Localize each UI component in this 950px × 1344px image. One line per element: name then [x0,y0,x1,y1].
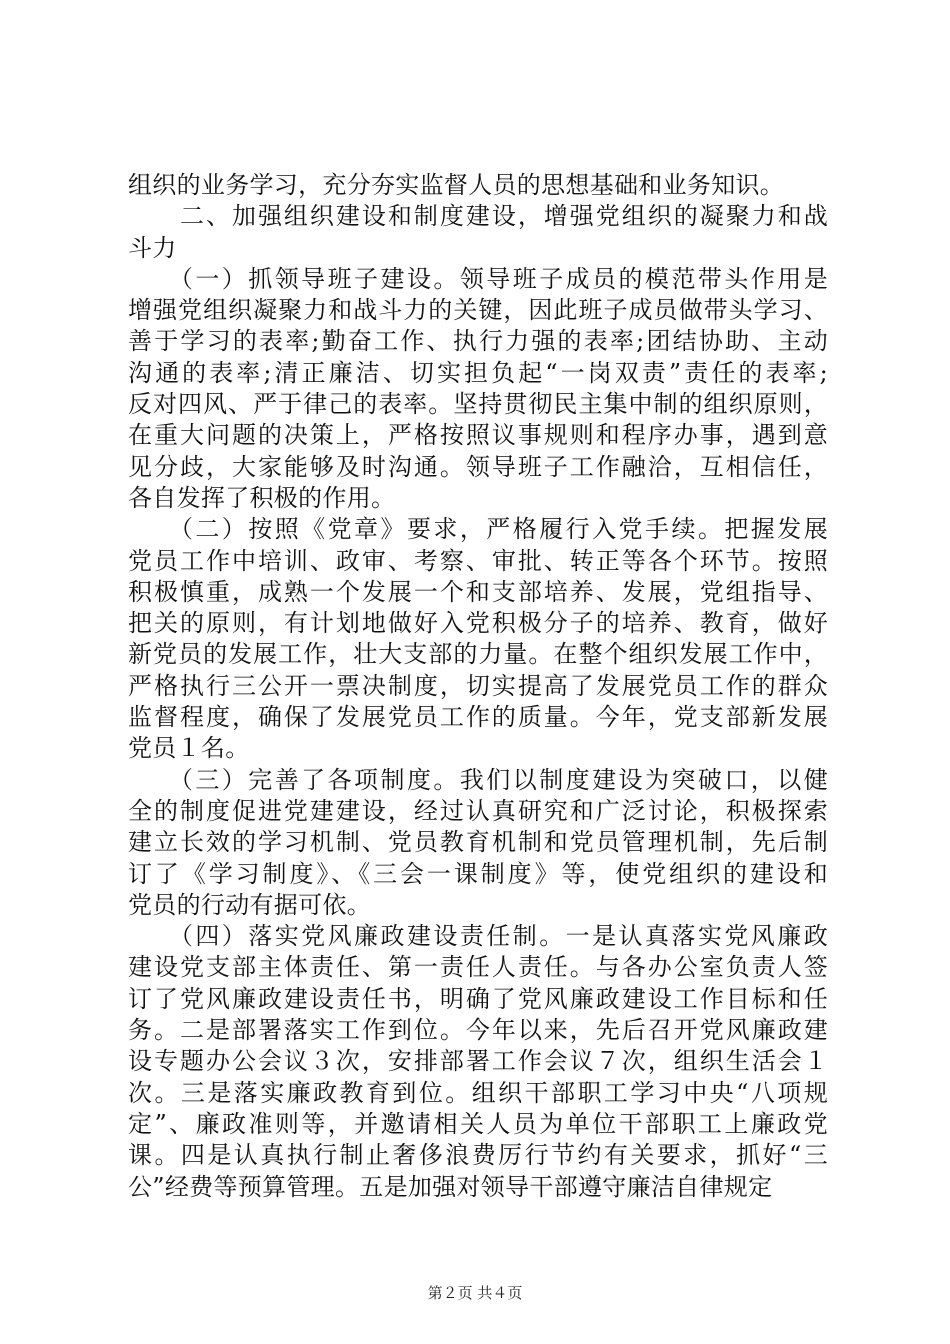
page-number-footer: 第２页 共４页 [427,1284,523,1302]
text-line: 反对四风、严于律己的表率。坚持贯彻民主集中制的组织原则， [128,390,828,419]
text-line: 订了《学习制度》、《三会一课制度》等，使党组织的建设和 [128,859,828,888]
text-line: 设专题办公会议３次，安排部署工作会议７次，组织生活会１ [128,1047,828,1076]
text-line: 组织的业务学习，充分夯实监督人员的思想基础和业务知识。 [128,171,785,199]
text-line: 定”、廉政准则等，并邀请相关人员为单位干部职工上廉政党 [128,1109,828,1138]
text-line: 把关的原则，有计划地做好入党积极分子的培养、教育，做好 [128,609,828,638]
text-line: 二、加强组织建设和制度建设，增强党组织的凝聚力和战 [128,202,828,231]
text-line: 建设党支部主体责任、第一责任人责任。与各办公室负责人签 [128,953,828,982]
document-body [128,170,828,1203]
text-line: （二）按照《党章》要求，严格履行入党手续。把握发展 [128,515,828,544]
text-line: 积极慎重，成熟一个发展一个和支部培养、发展，党组指导、 [128,577,828,606]
paragraph-intro-tail [128,170,828,201]
text-line: 课。四是认真执行制止奢侈浪费厉行节约有关要求，抓好“三 [128,1141,828,1170]
text-line: 斗力 [128,233,177,262]
text-line: 新党员的发展工作，壮大支部的力量。在整个组织发展工作中， [128,640,828,669]
paragraph-2 [128,514,828,764]
text-line: 监督程度，确保了发展党员工作的质量。今年，党支部新发展 [128,703,828,732]
paragraph-3 [128,765,828,921]
text-line: 公”经费等预算管理。五是加强对领导干部遵守廉洁自律规定 [128,1172,773,1201]
text-line: 全的制度促进党建建设，经过认真研究和广泛讨论，积极探索 [128,796,828,825]
text-line: 次。三是落实廉政教育到位。组织干部职工学习中央“八项规 [128,1078,828,1107]
text-line: 增强党组织凝聚力和战斗力的关键，因此班子成员做带头学习、 [128,296,828,325]
text-line: 严格执行三公开一票决制度，切实提高了发展党员工作的群众 [128,671,828,700]
text-line: 党员工作中培训、政审、考察、审批、转正等各个环节。按照 [128,546,828,575]
text-line: 党员的行动有据可依。 [128,890,371,919]
text-line: （三）完善了各项制度。我们以制度建设为突破口，以健 [128,765,828,794]
text-line: 党员１名。 [128,734,250,763]
text-line: （四）落实党风廉政建设责任制。一是认真落实党风廉政 [128,922,828,951]
text-line: 订了党风廉政建设责任书，明确了党风廉政建设工作目标和任 [128,984,828,1013]
text-line: （一）抓领导班子建设。领导班子成员的模范带头作用是 [128,264,828,293]
section-heading-2 [128,201,828,264]
text-line: 在重大问题的决策上，严格按照议事规则和程序办事，遇到意 [128,421,828,450]
paragraph-1 [128,264,828,514]
text-line: 善于学习的表率;勤奋工作、执行力强的表率;团结协助、主动 [128,327,828,356]
text-line: 建立长效的学习机制、党员教育机制和党员管理机制，先后制 [128,828,828,857]
text-line: 沟通的表率;清正廉洁、切实担负起“一岗双责”责任的表率; [128,358,828,387]
text-line: 务。二是部署落实工作到位。今年以来，先后召开党风廉政建 [128,1016,828,1045]
paragraph-4 [128,921,828,1203]
text-line: 见分歧，大家能够及时沟通。领导班子工作融洽，互相信任， [128,452,828,481]
text-line: 各自发挥了积极的作用。 [128,483,396,512]
